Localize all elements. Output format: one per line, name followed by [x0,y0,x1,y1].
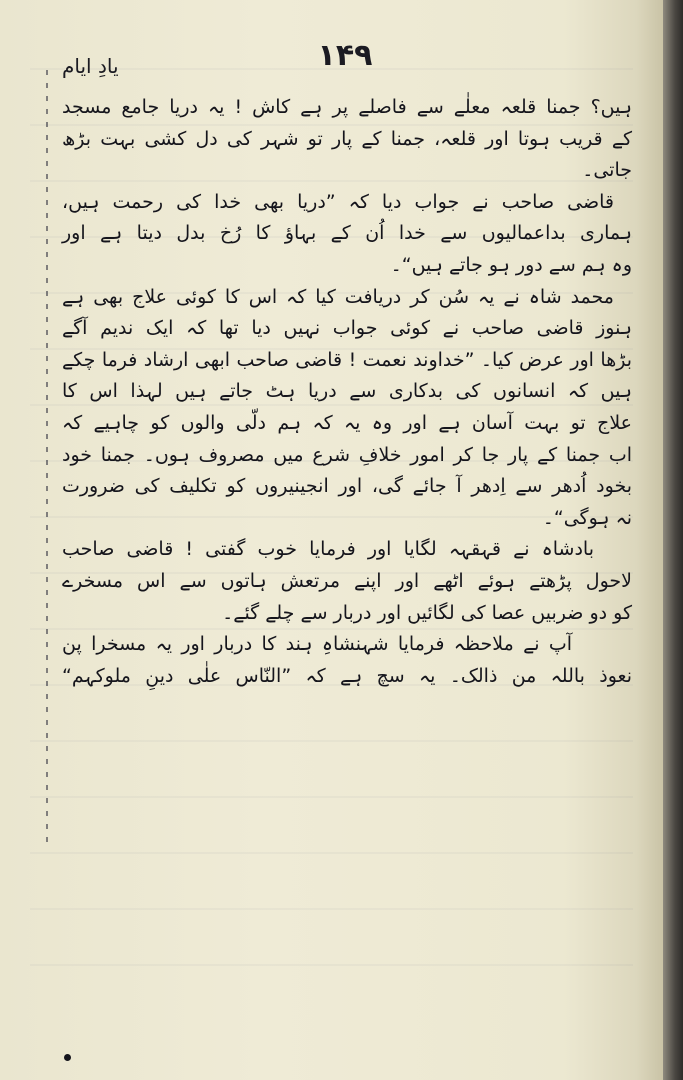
margin-pencil-line [46,70,48,850]
text-line: بڑھا اور عرض کیا۔ ”خداوند نعمت ! قاضی صاحب ابھی ارشاد فرما چکے [62,348,632,371]
text-line: محمد شاہ نے یہ سُن کر دریافت کیا کہ اس کا کوئی علاج بھی ہے [62,285,614,308]
text-line: ہیں؟ جمنا قلعہ معلٰے سے فاصلے پر ہے کاش ! یہ دریا جامع مسجد [62,96,632,118]
text-line: جاتی۔ [582,159,632,182]
text-line: علاج تو بہت آسان ہے اور وہ یہ کہ ہم دلّی والوں کو چاہیے کہ [62,411,632,434]
text-line: لاحول پڑھتے ہوئے اٹھے اور اپنے مرتعش ہاتوں سے اس مسخرے [62,569,632,592]
text-line: ہیں کہ انسانوں کی بدکاری سے دریا ہٹ جاتے ہیں لہذا اس کا [62,380,632,403]
text-line: کو دو ضربیں عصا کی لگائیں اور دربار سے چلے گئے۔ [222,601,632,624]
text-line: قاضی صاحب نے جواب دیا کہ ”دریا بھی خدا کی رحمت ہیں، [62,190,614,213]
text-line: آپ نے ملاحظہ فرمایا شہنشاہِ ہند کا دربار اور یہ مسخرا پن [62,633,572,656]
page-edge-shadow [663,0,683,1080]
page-number: ۱۴۹ [317,38,373,73]
text-line: ہماری بداعمالیوں سے خدا اُن کے بہاؤ کا رُخ بدل دیتا ہے اور [62,222,632,245]
text-line: بخود اُدھر سے اِدھر آ جائے گی، اور انجینیروں کو تکلیف کی ضرورت [62,475,632,498]
text-line: نہ ہوگی“۔ [542,506,632,529]
text-line: کے قریب ہوتا اور قلعہ، جمنا کے پار تو شہر کی دل کشی بہت بڑھ [62,127,632,150]
running-head: یادِ ایام [62,54,119,78]
text-line: بادشاہ نے قہقہہ لگایا اور فرمایا خوب گفتی ! قاضی صاحب [62,538,594,561]
text-line: ہنوز قاضی صاحب نے کوئی جواب نہیں دیا تھا کہ ایک ندیم آگے [62,317,632,340]
ink-dot [64,1054,71,1061]
text-line: نعوذ باللہ من ذالک۔ یہ سچ ہے کہ ”النّاس علٰی دینِ ملوکہم“ [62,664,632,687]
text-line: وہ ہم سے دور ہو جاتے ہیں“۔ [390,253,632,276]
body-text [62,92,632,692]
text-line: اب جمنا کے پار جا کر امور خلافِ شرع میں مصروف ہوں۔ جمنا خود [62,443,632,466]
